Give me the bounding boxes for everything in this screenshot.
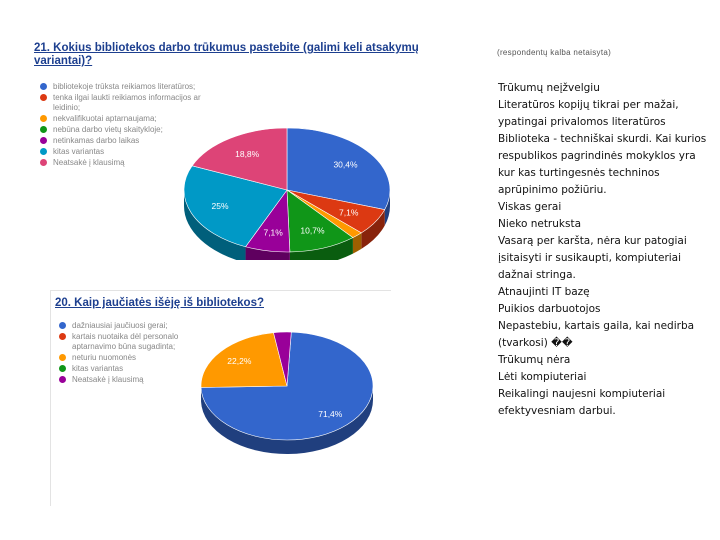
chart-2-panel [50,290,391,506]
legend-label: tenka ilgai laukti reikiamos informacijos ar leidinio; [53,93,201,112]
response-item: Nieko netruksta [498,218,582,230]
response-item: Reikalingi naujesni kompiuteriai efektyvesniam darbui. [498,388,666,417]
legend-label: neturiu nuomonės [72,353,137,362]
response-item: Atnaujinti IT bazę [498,286,590,298]
legend-label: kitas variantas [72,364,124,373]
slice-value-label: 10,7% [300,225,325,236]
slice-value-label: 30,4% [333,159,358,170]
legend-label: kartais nuotaika dėl personalo aptarnavimo būna sugadinta; [72,332,179,351]
response-item: Biblioteka - techniškai skurdi. Kai kurios respublikos pagrindinės mokyklos yra kur kas turtingesnės techninos aprūpinimo požiūriu. [498,133,707,196]
chart-1-pie [28,35,488,260]
chart-1-title: 21. Kokius bibliotekos darbo trūkumus pastebite (galimi keli atsakymų variantai)? [34,42,419,67]
slice-value-label: 18,8% [235,148,260,159]
legend-label: nebūna darbo vietų skaitykloje; [53,125,163,134]
legend-label: dažniausiai jaučiuosi gerai; [72,321,168,330]
legend-label: Neatsakė į klausimą [53,158,125,167]
legend-label: kitas variantas [53,147,105,156]
response-item: Vasarą per karšta, nėra kur patogiai įsitaisyti ir susikaupti, kompiuteriai dažnai stringa. [498,235,687,281]
legend-label: nekvalifikuotai aptarnaujama; [53,114,157,123]
legend-label: netinkamas darbo laikas [53,136,140,145]
chart-2-pie [51,291,391,506]
slice-value-label: 7,1% [339,207,359,218]
chart-2-title: 20. Kaip jaučiatės išėję iš bibliotekos? [55,297,264,309]
response-item: Literatūros kopijų tikrai per mažai, ypatingai privalomos literatūros [498,99,679,128]
response-item: Lėti kompiuteriai [498,371,587,383]
legend-label: bibliotekoje trūksta reikiamos literatūros; [53,82,196,91]
response-item: Puikios darbuotojos [498,303,601,315]
response-item: Nepastebiu, kartais gaila, kai nedirba (tvarkosi) �� [498,320,695,349]
responses-list [498,80,710,420]
slice-value-label: 25% [211,201,229,212]
slice-value-label: 71,4% [318,408,343,419]
slice-value-label: 22,2% [227,356,252,367]
slice-value-label: 7,1% [263,227,283,238]
note-text: (respondentų kalba netaisyta) [497,48,612,57]
chart-1-panel [28,35,488,260]
responses-heading: Trūkumų neįžvelgiu [498,82,600,94]
response-item: Trūkumų nėra [498,354,571,366]
legend-label: Neatsakė į klausimą [72,375,144,384]
response-item: Viskas gerai [498,201,562,213]
